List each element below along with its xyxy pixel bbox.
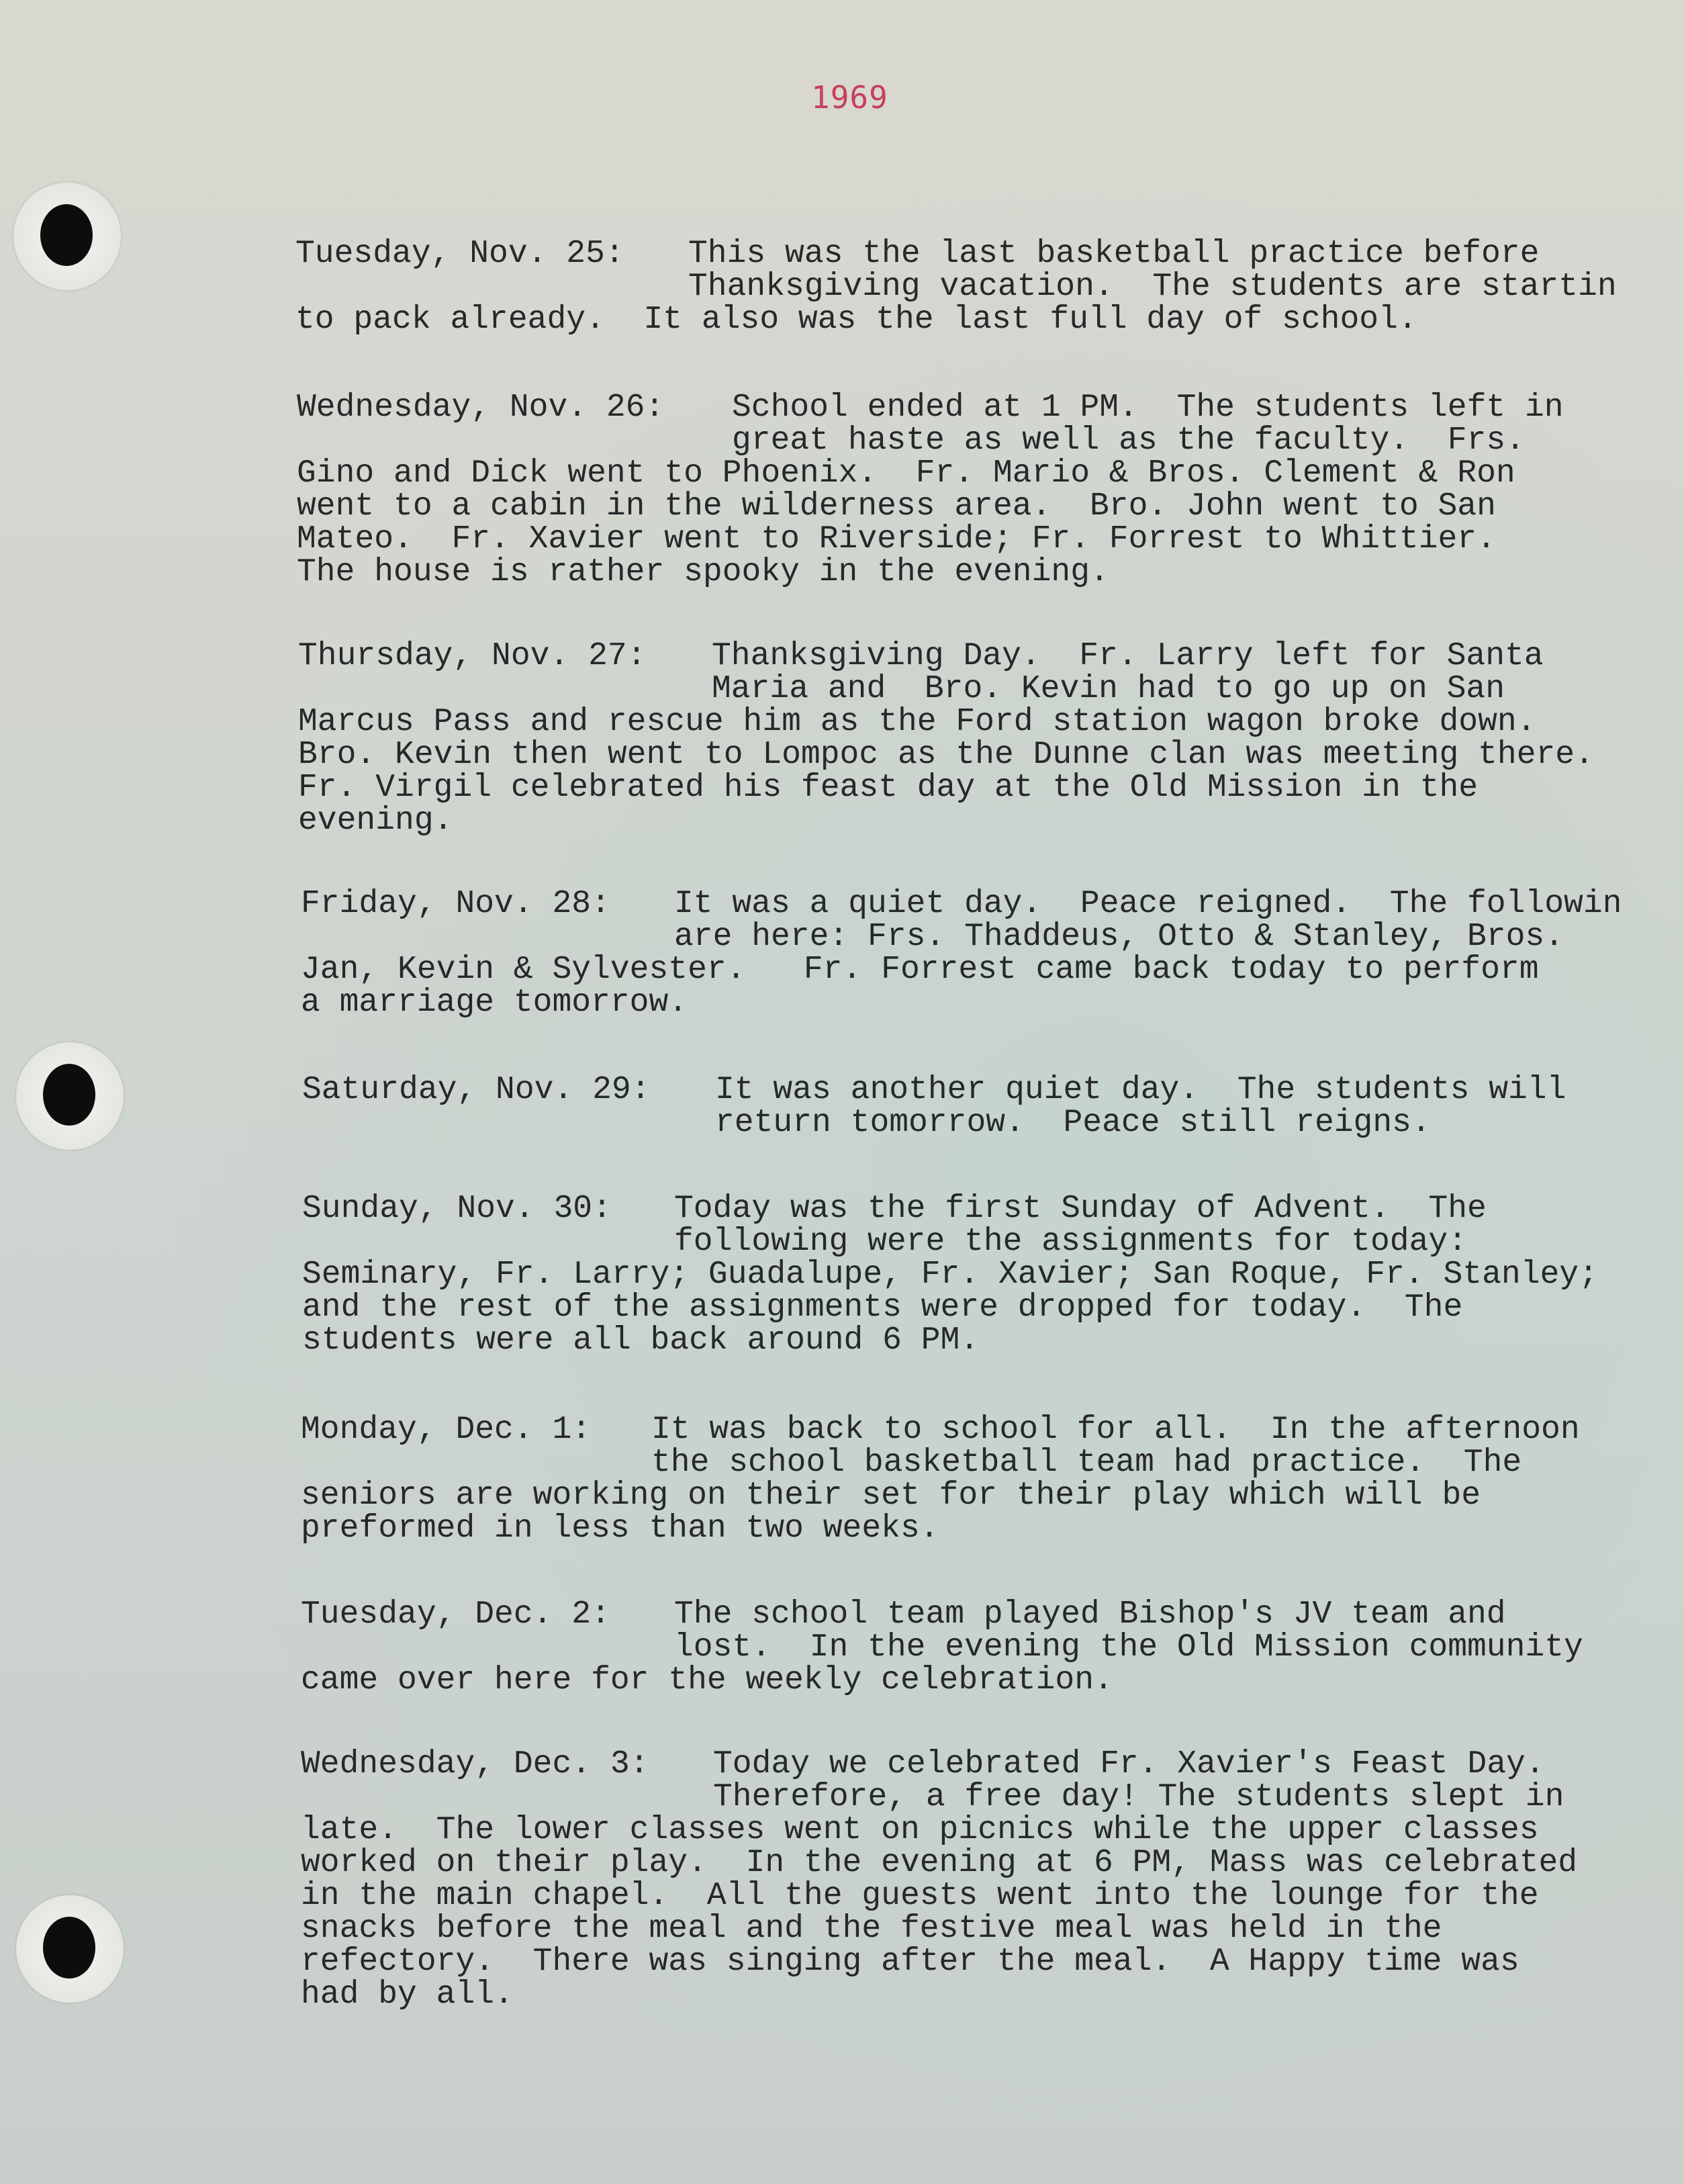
entry-text-line: are here: Frs. Thaddeus, Otto & Stanley, Bros. [674, 919, 1564, 955]
entry-text-line: Maria and Bro. Kevin had to go up on San [712, 671, 1505, 707]
entry-text-line: seniors are working on their set for their play which will be [301, 1477, 1481, 1514]
entry-text-line: Jan, Kevin & Sylvester. Fr. Forrest came back today to perform [301, 952, 1539, 988]
binder-hole-bottom [16, 1895, 124, 2003]
entry-text-line: This was the last basketball practice before [688, 236, 1540, 272]
entry-text-line: Thanksgiving vacation. The students are startin [688, 269, 1617, 305]
entry-text-line: Thanksgiving Day. Fr. Larry left for Santa [712, 638, 1544, 674]
binder-hole-top [13, 183, 121, 290]
entry-text-line: the school basketball team had practice. The [651, 1445, 1522, 1481]
entry-text-line: to pack already. It also was the last full day of school. [295, 302, 1417, 338]
entry-text-line: It was a quiet day. Peace reigned. The followin [674, 886, 1622, 922]
entry-text-line: late. The lower classes went on picnics while the upper classes [301, 1812, 1539, 1848]
page-number: 1969 [811, 79, 888, 116]
entry-text-line: The school team played Bishop's JV team and [674, 1596, 1506, 1633]
entry-text-line: It was back to school for all. In the afternoon [651, 1412, 1580, 1448]
entry-date-heading: Sunday, Nov. 30: [302, 1191, 612, 1227]
entry-text-line: Mateo. Fr. Xavier went to Riverside; Fr. Forrest to Whittier. [297, 521, 1496, 557]
entry-text-line: preformed in less than two weeks. [301, 1510, 939, 1547]
entry-date-heading: Wednesday, Nov. 26: [297, 390, 665, 426]
entry-date-heading: Tuesday, Nov. 25: [295, 236, 624, 272]
entry-text-line: students were all back around 6 PM. [302, 1322, 980, 1359]
entry-text-line: snacks before the meal and the festive meal was held in the [301, 1911, 1442, 1947]
entry-text-line: Therefore, a free day! The students slept in [713, 1779, 1564, 1815]
entry-date-heading: Friday, Nov. 28: [301, 886, 610, 922]
entry-text-line: Marcus Pass and rescue him as the Ford station wagon broke down. [298, 704, 1536, 740]
entry-text-line: evening. [298, 803, 453, 839]
entry-date-heading: Thursday, Nov. 27: [298, 638, 647, 674]
entry-date-heading: Saturday, Nov. 29: [302, 1072, 651, 1108]
entry-text-line: Fr. Virgil celebrated his feast day at the Old Mission in the [298, 770, 1479, 806]
entry-text-line: following were the assignments for today: [674, 1224, 1467, 1260]
entry-text-line: lost. In the evening the Old Mission community [674, 1629, 1583, 1666]
entry-text-line: Gino and Dick went to Phoenix. Fr. Mario & Bros. Clement & Ron [297, 455, 1515, 492]
entry-text-line: School ended at 1 PM. The students left in [732, 390, 1564, 426]
entry-text-line: had by all. [301, 1976, 514, 2013]
entry-text-line: a marriage tomorrow. [301, 985, 688, 1021]
entry-text-line: Today was the first Sunday of Advent. The [674, 1191, 1487, 1227]
entry-text-line: Today we celebrated Fr. Xavier's Feast Day. [713, 1746, 1545, 1782]
entry-date-heading: Monday, Dec. 1: [301, 1412, 592, 1448]
entry-text-line: It was another quiet day. The students will [715, 1072, 1566, 1108]
entry-date-heading: Wednesday, Dec. 3: [301, 1746, 649, 1782]
entry-text-line: went to a cabin in the wilderness area. Bro. John went to San [297, 488, 1496, 525]
entry-text-line: came over here for the weekly celebration. [301, 1662, 1113, 1698]
entry-text-line: great haste as well as the faculty. Frs. [732, 422, 1525, 459]
binder-hole-middle [16, 1042, 124, 1150]
entry-text-line: refectory. There was singing after the meal. A Happy time was [301, 1944, 1519, 1980]
entry-text-line: and the rest of the assignments were dropped for today. The [302, 1289, 1463, 1326]
entry-text-line: in the main chapel. All the guests went into the lounge for the [301, 1878, 1539, 1914]
entry-text-line: The house is rather spooky in the evening. [297, 554, 1109, 590]
entry-text-line: return tomorrow. Peace still reigns. [715, 1105, 1431, 1141]
entry-text-line: Bro. Kevin then went to Lompoc as the Dunne clan was meeting there. [298, 737, 1594, 773]
entry-text-line: worked on their play. In the evening at 6 PM, Mass was celebrated [301, 1845, 1578, 1881]
entry-date-heading: Tuesday, Dec. 2: [301, 1596, 610, 1633]
entry-text-line: Seminary, Fr. Larry; Guadalupe, Fr. Xavier; San Roque, Fr. Stanley; [302, 1257, 1598, 1293]
